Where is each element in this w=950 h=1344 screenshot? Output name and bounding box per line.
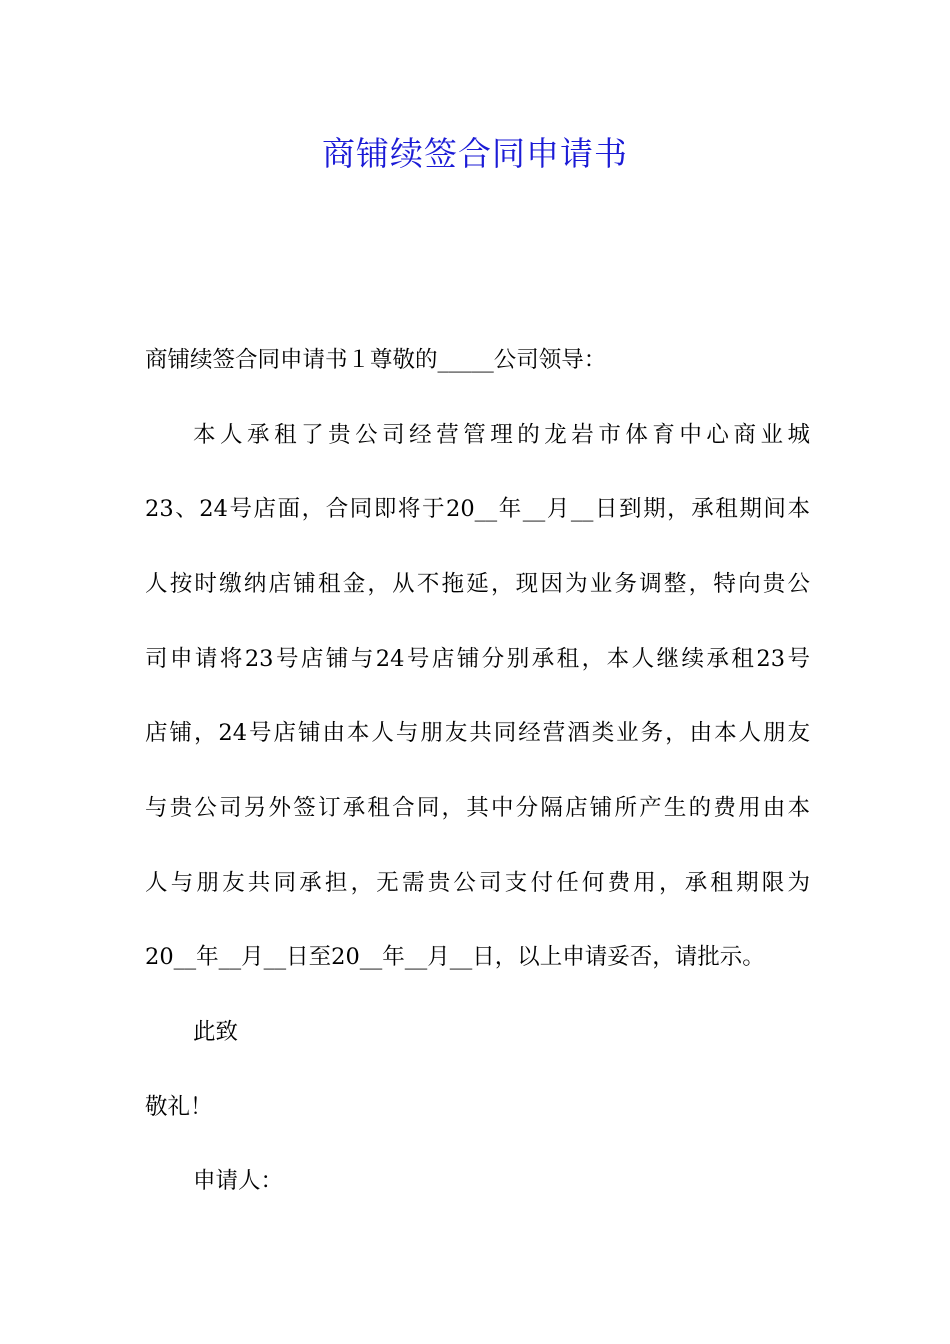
body-line: 23、24号店面，合同即将于20__年__月__日到期，承租期间本 (145, 496, 810, 522)
body-line: 与贵公司另外签订承租合同，其中分隔店铺所产生的费用由本 (145, 795, 810, 821)
body-line: 人与朋友共同承担，无需贵公司支付任何费用，承租期限为 (145, 870, 810, 896)
applicant-label: 申请人： (193, 1168, 284, 1194)
body-line: 司申请将23号店铺与24号店铺分别承租，本人继续承租23号 (145, 646, 810, 672)
salutation-line: 商铺续签合同申请书１尊敬的_____公司领导： (145, 347, 607, 373)
body-line: 人按时缴纳店铺租金，从不拖延，现因为业务调整，特向贵公 (145, 571, 810, 597)
closing-text: 此致 (193, 1019, 239, 1045)
body-line: 20__年__月__日至20__年__月__日，以上申请妥否，请批示。 (145, 944, 765, 970)
body-line: 店铺，24号店铺由本人与朋友共同经营酒类业务，由本人朋友 (145, 720, 810, 746)
regards-text: 敬礼！ (145, 1094, 213, 1120)
document-title: 商铺续签合同申请书 (322, 134, 628, 173)
body-line: 本人承租了贵公司经营管理的龙岩市体育中心商业城 (193, 422, 810, 448)
